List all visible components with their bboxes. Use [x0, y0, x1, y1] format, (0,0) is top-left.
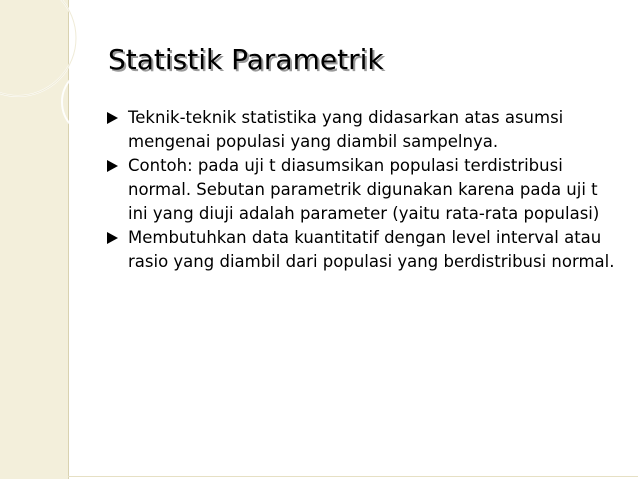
- bullet-item: [100, 226, 620, 274]
- bullet-item: [100, 154, 620, 226]
- bullet-triangle-icon: [102, 154, 122, 178]
- bullet-item: [100, 106, 620, 154]
- bullet-text: Contoh: pada uji t diasumsikan populasi terdistribusi normal. Sebutan parametrik digunakan karena pada uji t ini yang diuji adalah parameter (yaitu rata-rata populasi): [128, 156, 600, 223]
- bullet-text: Teknik-teknik statistika yang didasarkan atas asumsi mengenai populasi yang diambil sampelnya.: [128, 108, 564, 151]
- bullet-list: [100, 106, 620, 274]
- bottom-divider-line: [68, 476, 638, 477]
- bullet-triangle-icon: [102, 106, 122, 130]
- slide-title: Statistik Parametrik: [108, 43, 384, 76]
- bullet-text: Membutuhkan data kuantitatif dengan level interval atau rasio yang diambil dari populasi yang berdistribusi normal.: [128, 228, 615, 271]
- bullet-triangle-icon: [102, 226, 122, 250]
